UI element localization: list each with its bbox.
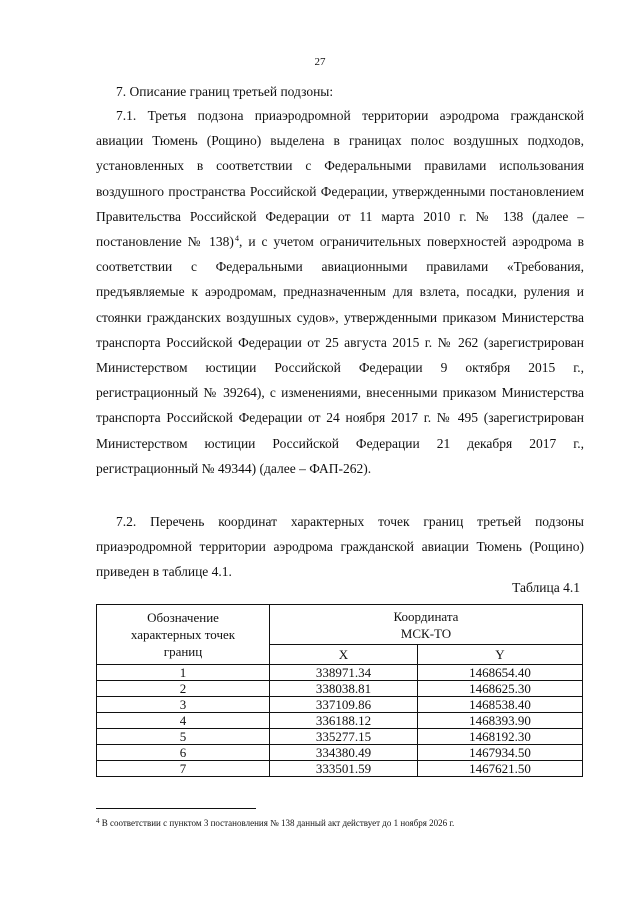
footnote-number: 4 xyxy=(96,817,100,825)
cell-point: 3 xyxy=(97,697,270,713)
paragraph-7-1 xyxy=(96,103,584,481)
cell-y: 1468625.30 xyxy=(417,681,582,697)
footnote-divider xyxy=(96,808,256,809)
footnote xyxy=(96,818,596,828)
header-point-designation xyxy=(97,605,270,665)
header-coordinate-line-1: Координата xyxy=(393,608,459,624)
cell-y: 1467934.50 xyxy=(417,745,582,761)
header-point-line-3: границ xyxy=(163,644,203,659)
section-heading: 7. Описание границ третьей подзоны: xyxy=(116,84,334,99)
cell-y: 1468393.90 xyxy=(417,713,582,729)
cell-x: 338971.34 xyxy=(270,665,418,681)
paragraph-7-2-text: 7.2. Перечень координат характерных точек границ третьей подзоны приаэродромной территории аэродрома гражданской авиации Тюмень (Рощино) приведен в таблице 4.1. xyxy=(96,514,584,580)
cell-x: 334380.49 xyxy=(270,745,418,761)
cell-x: 337109.86 xyxy=(270,697,418,713)
cell-point: 1 xyxy=(97,665,270,681)
paragraph-7-1-text-b: , и с учетом ограничительных поверхностей аэродрома в соответствии с Федеральными авиационными правилами «Требования, предъявляемые к аэродромам, предназначенным для взлета, посадки, руления и стоянки гражданских воздушных судов», утвержденными приказом Министерства транспорта Российской Федерации от 25 августа 2015 г. № 262 (зарегистрирован Министерством юстиции Российской Федерации 9 октября 2015 г., регистрационный № 39264), с изменениями, внесенными приказом Министерства транспорта Российской Федерации от 24 ноября 2017 г. № 495 (зарегистрирован Министерством юстиции Российской Федерации 21 декабря 2017 г., регистрационный № 49344) (далее – ФАП-262). xyxy=(96,234,584,476)
header-point-line-2: характерных точек xyxy=(130,627,236,642)
cell-y: 1468538.40 xyxy=(417,697,582,713)
header-x: X xyxy=(270,645,418,665)
table-row xyxy=(97,761,583,777)
header-coordinate-line-2: МСК-ТО xyxy=(400,625,452,641)
cell-x: 338038.81 xyxy=(270,681,418,697)
header-point-line-1: Обозначение xyxy=(147,610,219,625)
table-row xyxy=(97,697,583,713)
table-row xyxy=(97,713,583,729)
coordinates-table xyxy=(96,604,583,777)
footnote-text: В соответствии с пунктом 3 постановления № 138 данный акт действует до 1 ноября 2026 г. xyxy=(101,818,455,828)
footnote-ref[interactable]: 4 xyxy=(235,234,239,244)
header-y: Y xyxy=(417,645,582,665)
cell-point: 4 xyxy=(97,713,270,729)
cell-point: 6 xyxy=(97,745,270,761)
header-coordinate xyxy=(270,605,583,645)
table-row xyxy=(97,665,583,681)
cell-y: 1468654.40 xyxy=(417,665,582,681)
cell-y: 1467621.50 xyxy=(417,761,582,777)
cell-y: 1468192.30 xyxy=(417,729,582,745)
cell-x: 335277.15 xyxy=(270,729,418,745)
cell-point: 7 xyxy=(97,761,270,777)
table-row xyxy=(97,745,583,761)
page-number: 27 xyxy=(314,56,326,68)
cell-point: 5 xyxy=(97,729,270,745)
cell-x: 336188.12 xyxy=(270,713,418,729)
table-row xyxy=(97,681,583,697)
table-caption: Таблица 4.1 xyxy=(512,580,580,595)
cell-x: 333501.59 xyxy=(270,761,418,777)
table-row xyxy=(97,729,583,745)
cell-point: 2 xyxy=(97,681,270,697)
paragraph-7-1-text-a: 7.1. Третья подзона приаэродромной территории аэродрома гражданской авиации Тюмень (Рощино) выделена в границах полос воздушных подходов, установленных в соответствии с Федеральными правилами использования воздушного пространства Российской Федерации, утвержденными постановлением Правительства Российской Федерации от 11 марта 2010 г. № 138 (далее – постановление № 138) xyxy=(96,108,584,250)
paragraph-7-2 xyxy=(96,509,584,585)
